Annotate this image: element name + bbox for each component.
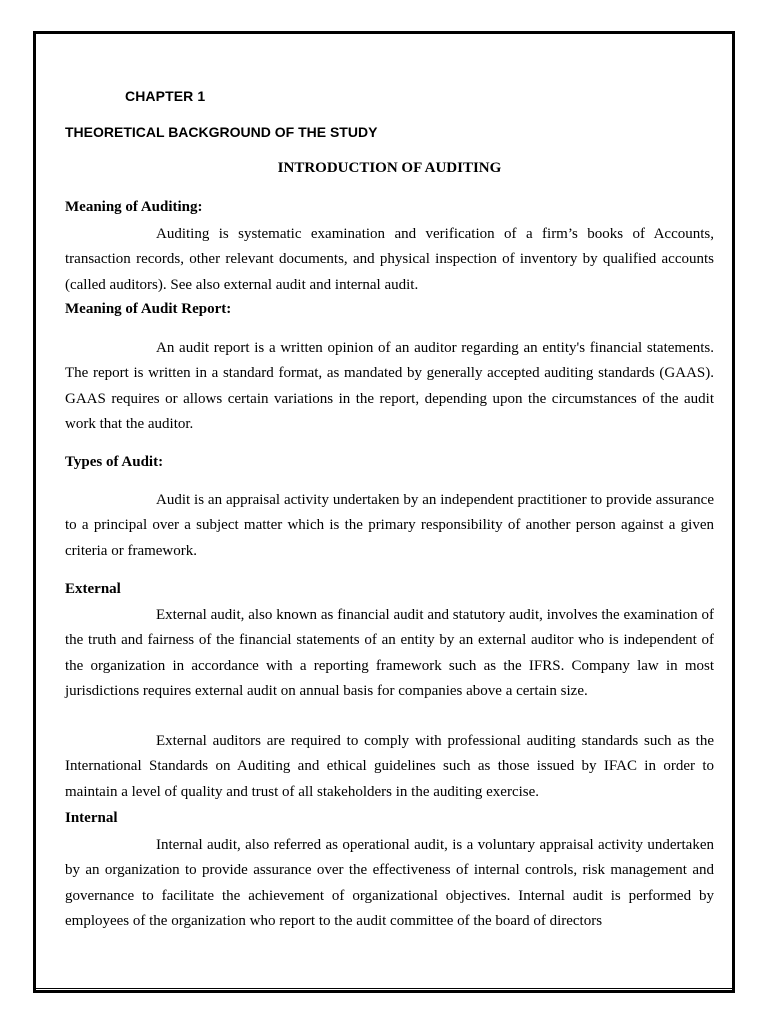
chapter-label: CHAPTER 1	[125, 88, 206, 104]
heading-meaning-of-audit-report: Meaning of Audit Report:	[65, 301, 232, 317]
paragraph-meaning-of-audit-report: An audit report is a written opinion of an auditor regarding an entity's financial statements. The report is written in a standard format, as mandated by generally accepted auditing standards (GAAS). GAAS requires or allows certain variations in the report, depending upon the circumstances of the audit work that the auditor.	[65, 340, 714, 432]
heading-internal: Internal	[65, 810, 118, 826]
heading-external: External	[65, 581, 121, 597]
heading-types-of-audit: Types of Audit:	[65, 454, 164, 470]
paragraph-types-of-audit: Audit is an appraisal activity undertaken by an independent practitioner to provide assurance to a principal over a subject matter which is the primary responsibility of another person against a given criteria or framework.	[65, 492, 714, 559]
heading-meaning-of-auditing: Meaning of Auditing:	[65, 199, 203, 215]
main-title: INTRODUCTION OF AUDITING	[277, 160, 502, 176]
paragraph-external-2: External auditors are required to comply with professional auditing standards such as the International Standards on Auditing and ethical guidelines such as those issued by IFAC in order to maintain a level of quality and trust of all stakeholders in the auditing exercise.	[65, 733, 714, 800]
paragraph-internal: Internal audit, also referred as operational audit, is a voluntary appraisal activity undertaken by an organization to provide assurance over the effectiveness of internal controls, risk management and governance to facilitate the achievement of organizational objectives. Internal audit is performed by employees of the organization who report to the audit committee of the board of directors	[65, 837, 714, 929]
page-border-bottom-line	[33, 988, 735, 989]
section-title: THEORETICAL BACKGROUND OF THE STUDY	[65, 124, 378, 140]
paragraph-external-1: External audit, also known as financial audit and statutory audit, involves the examination of the truth and fairness of the financial statements of an entity by an external auditor who is independent of the organization in accordance with a reporting framework such as the IFRS. Company law in most jurisdictions requires external audit on annual basis for companies above a certain size.	[65, 607, 714, 699]
paragraph-meaning-of-auditing: Auditing is systematic examination and verification of a firm’s books of Accounts, transaction records, other relevant documents, and physical inspection of inventory by qualified accounts (called auditors). See also external audit and internal audit.	[65, 226, 714, 293]
